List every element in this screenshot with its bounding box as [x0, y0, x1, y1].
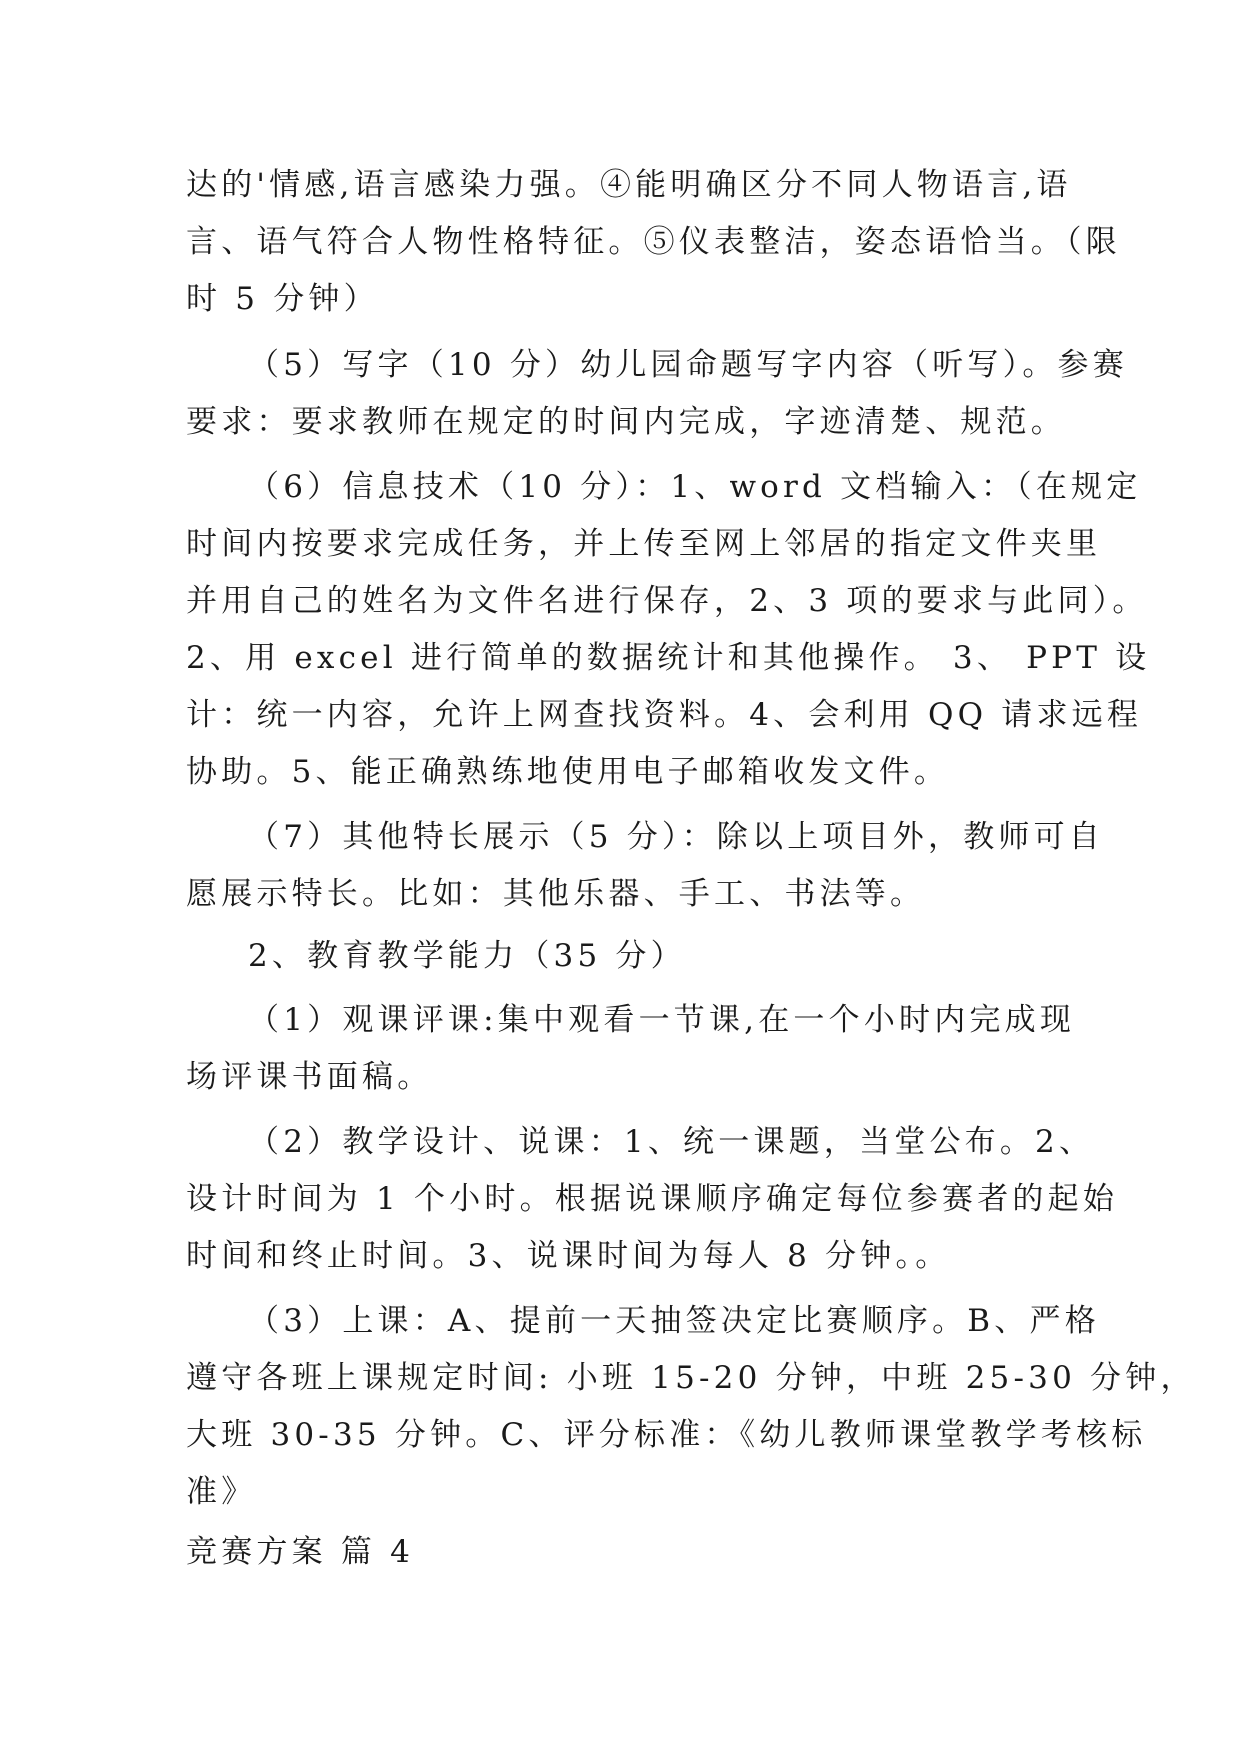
text-line: 协助。5、能正确熟练地使用电子邮箱收发文件。	[186, 754, 950, 790]
text-line: 设计时间为 1 个小时。根据说课顺序确定每位参赛者的起始	[186, 1181, 1119, 1217]
text-line: 时间和终止时间。3、说课时间为每人 8 分钟。。	[186, 1238, 951, 1274]
text-line: 2、用 excel 进行简单的数据统计和其他操作。 3、 PPT 设	[186, 640, 1151, 676]
text-line: （6）信息技术（10 分）：1、word 文档输入：（在规定	[248, 469, 1142, 505]
text-line: 愿展示特长。比如：其他乐器、手工、书法等。	[186, 876, 926, 912]
text-line: 场评课书面稿。	[186, 1059, 433, 1095]
text-line: 言、语气符合人物性格特征。⑤仪表整洁，姿态语恰当。（限	[186, 224, 1121, 260]
text-line: （5）写字（10 分）幼儿园命题写字内容（听写）。参赛	[248, 347, 1128, 383]
text-line: （7）其他特长展示（5 分）：除以上项目外，教师可自	[248, 819, 1104, 855]
text-line: 达的'情感,语言感染力强。④能明确区分不同人物语言,语	[186, 167, 1072, 203]
text-line: 遵守各班上课规定时间: 小班 15-20 分钟，中班 25-30 分钟，	[186, 1360, 1196, 1396]
text-line: 时 5 分钟）	[186, 281, 379, 317]
text-line: 时间内按要求完成任务，并上传至网上邻居的指定文件夹里	[186, 526, 1102, 562]
text-line: （2）教学设计、说课：1、统一课题，当堂公布。2、	[248, 1124, 1095, 1160]
text-line: （1）观课评课:集中观看一节课,在一个小时内完成现	[248, 1002, 1076, 1038]
text-line: 要求：要求教师在规定的时间内完成，字迹清楚、规范。	[186, 404, 1066, 440]
text-line: 准》	[186, 1474, 257, 1510]
text-line: 计：统一内容，允许上网查找资料。4、会利用 QQ 请求远程	[186, 697, 1143, 733]
text-line: 大班 30-35 分钟。C、评分标准：《幼儿教师课堂教学考核标	[186, 1417, 1147, 1453]
section-title: 竞赛方案 篇 4	[186, 1534, 415, 1570]
text-line: 并用自己的姓名为文件名进行保存，2、3 项的要求与此同）。	[186, 583, 1148, 619]
section-heading: 2、教育教学能力（35 分）	[248, 938, 686, 974]
text-line: （3）上课：A、提前一天抽签决定比赛顺序。B、严格	[248, 1303, 1100, 1339]
